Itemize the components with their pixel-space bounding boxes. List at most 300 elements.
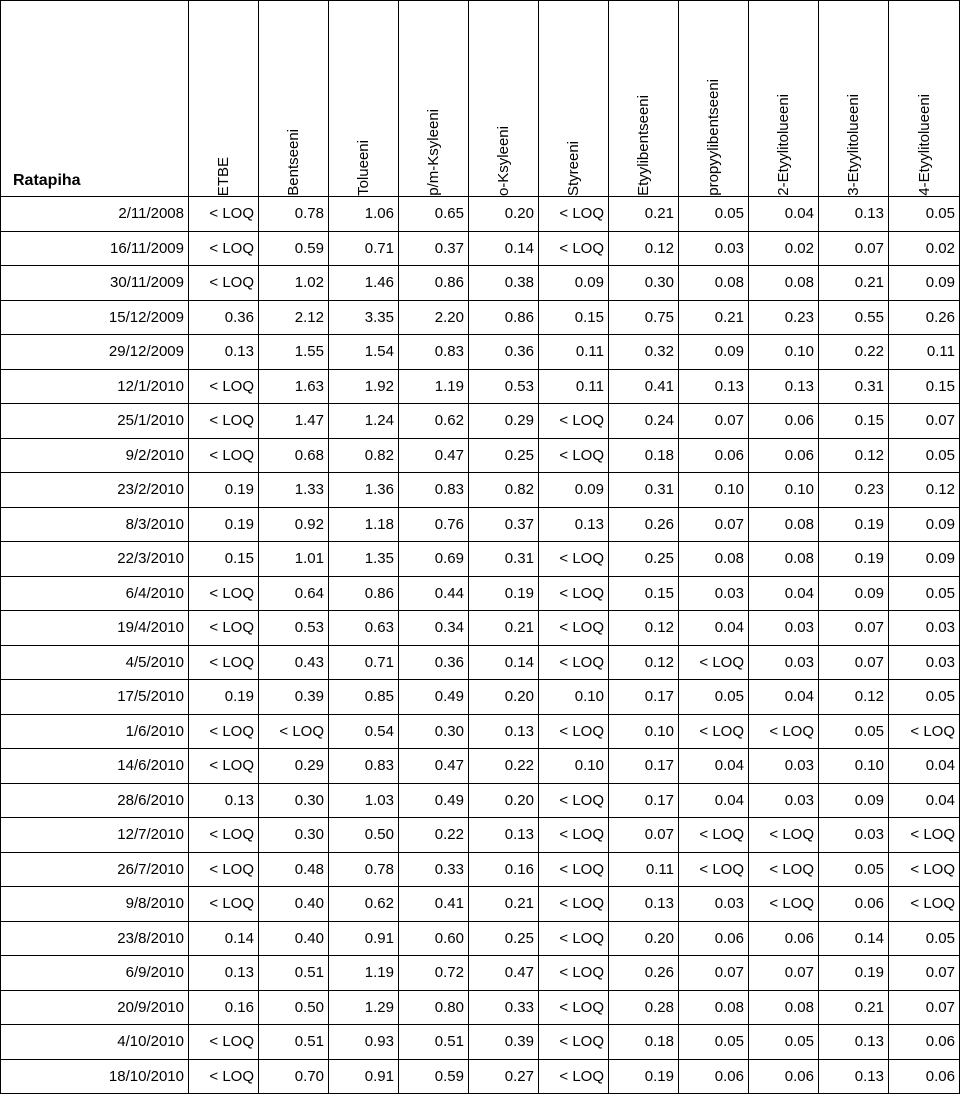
table-row: [1, 852, 960, 887]
value-cell: 1.47: [259, 404, 329, 439]
value-cell: 0.13: [819, 1059, 889, 1094]
column-header: [399, 1, 469, 197]
value-cell: 0.43: [259, 645, 329, 680]
value-cell: 0.04: [679, 783, 749, 818]
table-row: [1, 404, 960, 439]
value-cell: 0.02: [749, 231, 819, 266]
value-cell: 0.09: [539, 266, 609, 301]
value-cell: 0.75: [609, 300, 679, 335]
value-cell: 0.15: [609, 576, 679, 611]
value-cell: 0.49: [399, 680, 469, 715]
value-cell: 0.03: [749, 611, 819, 646]
column-header-label: propyylibentseeni: [705, 79, 722, 196]
value-cell: < LOQ: [749, 714, 819, 749]
value-cell: 0.13: [469, 714, 539, 749]
value-cell: 0.08: [679, 266, 749, 301]
value-cell: < LOQ: [539, 783, 609, 818]
table-row: [1, 473, 960, 508]
value-cell: < LOQ: [189, 611, 259, 646]
column-header: [259, 1, 329, 197]
value-cell: 0.10: [819, 749, 889, 784]
value-cell: 0.64: [259, 576, 329, 611]
value-cell: 0.15: [189, 542, 259, 577]
date-cell: 19/4/2010: [1, 611, 189, 646]
value-cell: 1.36: [329, 473, 399, 508]
value-cell: 0.07: [819, 645, 889, 680]
value-cell: 0.05: [679, 197, 749, 232]
table-row: [1, 990, 960, 1025]
value-cell: 0.60: [399, 921, 469, 956]
value-cell: 0.72: [399, 956, 469, 991]
value-cell: < LOQ: [539, 818, 609, 853]
value-cell: 0.23: [819, 473, 889, 508]
column-header-label: 4-Etyylitolueeni: [915, 94, 933, 196]
value-cell: 0.31: [609, 473, 679, 508]
table-row: [1, 680, 960, 715]
value-cell: 0.78: [259, 197, 329, 232]
value-cell: < LOQ: [189, 576, 259, 611]
value-cell: 0.10: [539, 749, 609, 784]
value-cell: 0.03: [889, 611, 960, 646]
value-cell: 1.02: [259, 266, 329, 301]
table-row: [1, 611, 960, 646]
value-cell: 0.03: [749, 749, 819, 784]
value-cell: 0.83: [399, 473, 469, 508]
value-cell: 0.93: [329, 1025, 399, 1060]
value-cell: 0.76: [399, 507, 469, 542]
value-cell: < LOQ: [539, 887, 609, 922]
value-cell: 0.86: [469, 300, 539, 335]
table-row: [1, 197, 960, 232]
column-header: [189, 1, 259, 197]
value-cell: 0.05: [889, 680, 960, 715]
value-cell: 1.01: [259, 542, 329, 577]
value-cell: 0.80: [399, 990, 469, 1025]
column-header-label: 2-Etyylitolueeni: [775, 94, 792, 196]
value-cell: 0.34: [399, 611, 469, 646]
value-cell: 0.20: [609, 921, 679, 956]
value-cell: 0.06: [749, 921, 819, 956]
value-cell: 0.70: [259, 1059, 329, 1094]
value-cell: 0.53: [259, 611, 329, 646]
value-cell: 1.19: [329, 956, 399, 991]
value-cell: 0.13: [469, 818, 539, 853]
value-cell: 0.18: [609, 1025, 679, 1060]
value-cell: 0.10: [679, 473, 749, 508]
value-cell: 0.16: [189, 990, 259, 1025]
date-cell: 12/7/2010: [1, 818, 189, 853]
value-cell: 0.06: [889, 1025, 960, 1060]
date-cell: 6/9/2010: [1, 956, 189, 991]
value-cell: 0.59: [259, 231, 329, 266]
value-cell: < LOQ: [539, 1025, 609, 1060]
value-cell: < LOQ: [189, 266, 259, 301]
table-row: [1, 369, 960, 404]
value-cell: 0.07: [819, 611, 889, 646]
date-cell: 29/12/2009: [1, 335, 189, 370]
date-cell: 15/12/2009: [1, 300, 189, 335]
column-header-label: Bentseeni: [285, 129, 302, 196]
value-cell: 0.26: [609, 507, 679, 542]
value-cell: 0.71: [329, 645, 399, 680]
value-cell: < LOQ: [189, 1059, 259, 1094]
value-cell: 0.06: [749, 438, 819, 473]
value-cell: 0.09: [889, 542, 960, 577]
value-cell: 0.02: [889, 231, 960, 266]
value-cell: 0.10: [749, 335, 819, 370]
column-header: [539, 1, 609, 197]
value-cell: 2.20: [399, 300, 469, 335]
value-cell: 2.12: [259, 300, 329, 335]
value-cell: 0.30: [259, 818, 329, 853]
value-cell: 0.09: [889, 266, 960, 301]
value-cell: 0.04: [749, 197, 819, 232]
table-row: [1, 266, 960, 301]
value-cell: 0.03: [749, 645, 819, 680]
value-cell: 0.21: [469, 887, 539, 922]
value-cell: 0.19: [819, 542, 889, 577]
value-cell: 0.09: [889, 507, 960, 542]
date-cell: 28/6/2010: [1, 783, 189, 818]
value-cell: 0.12: [819, 438, 889, 473]
value-cell: 0.21: [819, 990, 889, 1025]
value-cell: 0.29: [469, 404, 539, 439]
value-cell: 0.55: [819, 300, 889, 335]
table-row: [1, 576, 960, 611]
value-cell: 0.10: [539, 680, 609, 715]
value-cell: < LOQ: [539, 611, 609, 646]
value-cell: 0.15: [539, 300, 609, 335]
value-cell: 0.05: [889, 921, 960, 956]
value-cell: 0.06: [679, 438, 749, 473]
date-cell: 1/6/2010: [1, 714, 189, 749]
value-cell: 0.62: [399, 404, 469, 439]
value-cell: 0.07: [679, 956, 749, 991]
value-cell: 0.05: [679, 680, 749, 715]
value-cell: 0.10: [609, 714, 679, 749]
column-header-label: o-Ksyleeni: [495, 125, 512, 196]
value-cell: 0.36: [189, 300, 259, 335]
value-cell: 0.05: [889, 576, 960, 611]
value-cell: < LOQ: [259, 714, 329, 749]
value-cell: 0.05: [679, 1025, 749, 1060]
date-cell: 26/7/2010: [1, 852, 189, 887]
value-cell: 0.04: [679, 611, 749, 646]
value-cell: 1.92: [329, 369, 399, 404]
value-cell: 0.82: [469, 473, 539, 508]
value-cell: 0.09: [819, 783, 889, 818]
value-cell: 0.27: [469, 1059, 539, 1094]
value-cell: 0.13: [819, 197, 889, 232]
value-cell: 0.92: [259, 507, 329, 542]
value-cell: 0.12: [819, 680, 889, 715]
value-cell: < LOQ: [679, 645, 749, 680]
table-row: [1, 507, 960, 542]
value-cell: 0.15: [819, 404, 889, 439]
value-cell: 0.47: [399, 438, 469, 473]
value-cell: 0.20: [469, 680, 539, 715]
value-cell: 3.35: [329, 300, 399, 335]
value-cell: 0.07: [679, 507, 749, 542]
date-cell: 17/5/2010: [1, 680, 189, 715]
date-cell: 23/8/2010: [1, 921, 189, 956]
value-cell: 1.19: [399, 369, 469, 404]
value-cell: 0.11: [539, 335, 609, 370]
value-cell: 0.40: [259, 921, 329, 956]
value-cell: 0.32: [609, 335, 679, 370]
value-cell: 0.14: [469, 231, 539, 266]
value-cell: 0.12: [609, 645, 679, 680]
value-cell: < LOQ: [889, 852, 960, 887]
value-cell: 0.22: [399, 818, 469, 853]
value-cell: 0.08: [749, 542, 819, 577]
column-header: [749, 1, 819, 197]
date-cell: 16/11/2009: [1, 231, 189, 266]
table-row: [1, 300, 960, 335]
value-cell: < LOQ: [539, 956, 609, 991]
value-cell: < LOQ: [679, 818, 749, 853]
value-cell: 0.62: [329, 887, 399, 922]
value-cell: 0.21: [679, 300, 749, 335]
column-header: [819, 1, 889, 197]
value-cell: 0.26: [609, 956, 679, 991]
value-cell: 0.12: [889, 473, 960, 508]
value-cell: < LOQ: [539, 438, 609, 473]
value-cell: 0.19: [609, 1059, 679, 1094]
value-cell: < LOQ: [749, 818, 819, 853]
value-cell: 0.05: [819, 852, 889, 887]
value-cell: 0.13: [819, 1025, 889, 1060]
column-header: [329, 1, 399, 197]
value-cell: 1.33: [259, 473, 329, 508]
value-cell: 0.20: [469, 197, 539, 232]
value-cell: 1.29: [329, 990, 399, 1025]
value-cell: 0.33: [399, 852, 469, 887]
date-cell: 22/3/2010: [1, 542, 189, 577]
value-cell: < LOQ: [189, 714, 259, 749]
value-cell: 0.07: [679, 404, 749, 439]
value-cell: < LOQ: [679, 852, 749, 887]
date-cell: 30/11/2009: [1, 266, 189, 301]
value-cell: 0.28: [609, 990, 679, 1025]
value-cell: 0.03: [679, 576, 749, 611]
table-row: [1, 818, 960, 853]
value-cell: 0.83: [399, 335, 469, 370]
value-cell: < LOQ: [749, 852, 819, 887]
value-cell: 0.91: [329, 1059, 399, 1094]
value-cell: 0.04: [889, 749, 960, 784]
value-cell: 0.40: [259, 887, 329, 922]
value-cell: 0.51: [259, 956, 329, 991]
value-cell: 0.07: [889, 990, 960, 1025]
value-cell: 0.15: [889, 369, 960, 404]
value-cell: 0.47: [399, 749, 469, 784]
column-header: [609, 1, 679, 197]
value-cell: < LOQ: [539, 231, 609, 266]
value-cell: 0.38: [469, 266, 539, 301]
date-cell: 9/8/2010: [1, 887, 189, 922]
value-cell: < LOQ: [539, 714, 609, 749]
column-header: [889, 1, 960, 197]
value-cell: 0.71: [329, 231, 399, 266]
value-cell: 1.24: [329, 404, 399, 439]
value-cell: 0.04: [749, 680, 819, 715]
value-cell: 0.21: [609, 197, 679, 232]
value-cell: < LOQ: [189, 1025, 259, 1060]
value-cell: 0.25: [469, 438, 539, 473]
value-cell: < LOQ: [679, 714, 749, 749]
table-row: [1, 714, 960, 749]
table-row: [1, 231, 960, 266]
value-cell: < LOQ: [189, 231, 259, 266]
value-cell: 0.51: [259, 1025, 329, 1060]
value-cell: 0.48: [259, 852, 329, 887]
value-cell: 0.47: [469, 956, 539, 991]
value-cell: 0.13: [749, 369, 819, 404]
value-cell: 0.21: [819, 266, 889, 301]
column-header: [679, 1, 749, 197]
value-cell: 1.35: [329, 542, 399, 577]
value-cell: 0.19: [469, 576, 539, 611]
column-header-label: ETBE: [215, 156, 232, 196]
date-cell: 25/1/2010: [1, 404, 189, 439]
table-row: [1, 749, 960, 784]
value-cell: 0.19: [819, 507, 889, 542]
value-cell: 0.08: [749, 507, 819, 542]
value-cell: 0.07: [889, 956, 960, 991]
value-cell: 0.03: [749, 783, 819, 818]
value-cell: 0.11: [889, 335, 960, 370]
value-cell: 0.06: [889, 1059, 960, 1094]
value-cell: 0.03: [889, 645, 960, 680]
value-cell: 0.08: [749, 990, 819, 1025]
value-cell: 0.06: [749, 404, 819, 439]
value-cell: 0.65: [399, 197, 469, 232]
table-row: [1, 956, 960, 991]
table-row: [1, 887, 960, 922]
value-cell: 0.06: [679, 921, 749, 956]
value-cell: 0.36: [399, 645, 469, 680]
value-cell: 0.13: [189, 783, 259, 818]
value-cell: 0.08: [679, 990, 749, 1025]
value-cell: 0.12: [609, 611, 679, 646]
table-row: [1, 921, 960, 956]
value-cell: 0.53: [469, 369, 539, 404]
value-cell: 0.44: [399, 576, 469, 611]
value-cell: 0.14: [819, 921, 889, 956]
value-cell: 0.82: [329, 438, 399, 473]
value-cell: 0.39: [469, 1025, 539, 1060]
value-cell: 0.91: [329, 921, 399, 956]
value-cell: 0.09: [679, 335, 749, 370]
value-cell: 0.54: [329, 714, 399, 749]
value-cell: 0.85: [329, 680, 399, 715]
value-cell: 0.19: [189, 473, 259, 508]
table-row: [1, 645, 960, 680]
value-cell: < LOQ: [539, 990, 609, 1025]
date-cell: 8/3/2010: [1, 507, 189, 542]
value-cell: 0.13: [679, 369, 749, 404]
value-cell: 0.09: [539, 473, 609, 508]
value-cell: 0.29: [259, 749, 329, 784]
value-cell: 1.63: [259, 369, 329, 404]
value-cell: 0.25: [469, 921, 539, 956]
value-cell: 0.86: [399, 266, 469, 301]
date-cell: 14/6/2010: [1, 749, 189, 784]
value-cell: 0.11: [539, 369, 609, 404]
value-cell: 0.30: [259, 783, 329, 818]
value-cell: 0.04: [889, 783, 960, 818]
value-cell: 0.20: [469, 783, 539, 818]
table-row: [1, 335, 960, 370]
value-cell: 0.06: [819, 887, 889, 922]
value-cell: 0.12: [609, 231, 679, 266]
value-cell: 0.36: [469, 335, 539, 370]
value-cell: 0.63: [329, 611, 399, 646]
value-cell: < LOQ: [189, 645, 259, 680]
date-cell: 18/10/2010: [1, 1059, 189, 1094]
value-cell: 0.37: [399, 231, 469, 266]
header-row: [1, 1, 960, 197]
value-cell: 0.07: [819, 231, 889, 266]
value-cell: < LOQ: [539, 197, 609, 232]
value-cell: 0.16: [469, 852, 539, 887]
table-row: [1, 1025, 960, 1060]
value-cell: 1.18: [329, 507, 399, 542]
date-cell: 2/11/2008: [1, 197, 189, 232]
value-cell: 0.13: [609, 887, 679, 922]
value-cell: < LOQ: [889, 887, 960, 922]
value-cell: < LOQ: [189, 197, 259, 232]
value-cell: < LOQ: [539, 404, 609, 439]
value-cell: 0.22: [819, 335, 889, 370]
value-cell: 0.86: [329, 576, 399, 611]
value-cell: 0.03: [679, 887, 749, 922]
value-cell: 0.41: [609, 369, 679, 404]
column-header-label: Tolueeni: [355, 140, 372, 196]
value-cell: 0.14: [189, 921, 259, 956]
value-cell: 0.04: [679, 749, 749, 784]
table-row: [1, 542, 960, 577]
value-cell: 0.37: [469, 507, 539, 542]
column-header-label: 3-Etyylitolueeni: [845, 94, 862, 196]
value-cell: 0.11: [609, 852, 679, 887]
column-header-label: Styreeni: [565, 140, 582, 196]
value-cell: 0.05: [889, 197, 960, 232]
value-cell: < LOQ: [189, 404, 259, 439]
value-cell: 0.08: [679, 542, 749, 577]
value-cell: 0.19: [819, 956, 889, 991]
value-cell: 0.06: [679, 1059, 749, 1094]
value-cell: 0.13: [539, 507, 609, 542]
table-row: [1, 438, 960, 473]
value-cell: 0.22: [469, 749, 539, 784]
value-cell: 0.24: [609, 404, 679, 439]
value-cell: 0.83: [329, 749, 399, 784]
column-header: [469, 1, 539, 197]
value-cell: < LOQ: [189, 852, 259, 887]
value-cell: 0.19: [189, 680, 259, 715]
value-cell: 1.54: [329, 335, 399, 370]
date-cell: 12/1/2010: [1, 369, 189, 404]
value-cell: 0.68: [259, 438, 329, 473]
value-cell: 0.17: [609, 749, 679, 784]
value-cell: 0.03: [679, 231, 749, 266]
value-cell: 0.69: [399, 542, 469, 577]
value-cell: 0.07: [889, 404, 960, 439]
value-cell: 0.17: [609, 783, 679, 818]
value-cell: 1.06: [329, 197, 399, 232]
